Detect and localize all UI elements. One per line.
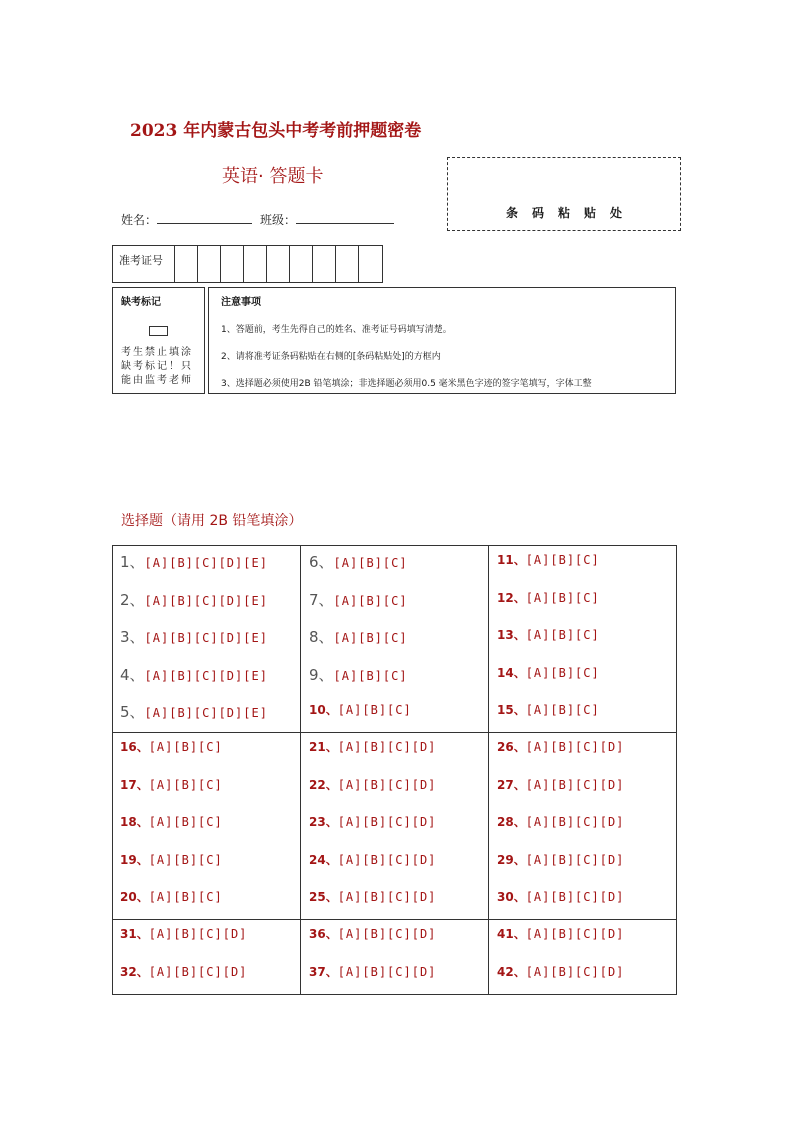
answer-options[interactable]: [A][B][C][D] [337, 815, 437, 829]
barcode-label: 条码粘贴处 [505, 206, 636, 220]
question-number: 29、 [497, 852, 526, 867]
answer-options[interactable]: [A][B][C][D] [148, 927, 248, 941]
answer-options[interactable]: [A][B][C][D] [337, 740, 437, 754]
question-number: 20、 [120, 890, 149, 904]
question-item[interactable] [497, 813, 624, 830]
question-number: 10、 [309, 703, 338, 717]
exam-id-cell[interactable] [175, 246, 198, 282]
question-number: 14、 [497, 665, 526, 680]
question-item[interactable] [309, 701, 412, 718]
question-item[interactable] [309, 888, 436, 905]
answer-options[interactable]: [A][B][C][D] [525, 777, 625, 792]
answer-options[interactable]: [A][B][C][D][E] [144, 556, 268, 570]
question-item[interactable] [497, 664, 600, 681]
question-item[interactable] [497, 963, 624, 980]
name-field[interactable] [121, 211, 252, 228]
question-item[interactable] [120, 851, 223, 868]
answer-options[interactable]: [A][B][C][D][E] [144, 593, 268, 608]
question-number: 31、 [120, 927, 149, 941]
class-label: 班级： [260, 213, 297, 227]
answer-options[interactable]: [A][B][C][D] [525, 852, 625, 867]
question-number: 24、 [309, 852, 338, 867]
question-number: 26、 [497, 740, 526, 754]
question-number: 32、 [120, 964, 149, 979]
question-item[interactable] [309, 551, 408, 572]
question-item[interactable] [309, 813, 436, 830]
answer-options[interactable]: [A][B][C] [525, 590, 600, 605]
answer-options[interactable]: [A][B][C] [525, 665, 600, 680]
answer-options[interactable]: [A][B][C][D] [525, 890, 625, 904]
exam-id-cell[interactable] [244, 246, 267, 282]
question-number: 2、 [120, 590, 145, 609]
absent-note: 考生禁止填涂缺考标记！只能由监考老师 [121, 347, 193, 386]
question-item[interactable] [309, 963, 436, 980]
sheet-title: 2023 年内蒙古包头中考考前押题密卷 [130, 121, 422, 141]
grid-divider [113, 732, 676, 733]
question-number: 9、 [309, 665, 334, 684]
question-number: 30、 [497, 890, 526, 904]
question-item[interactable] [120, 776, 223, 793]
absent-mark-box [112, 287, 205, 394]
answer-options[interactable]: [A][B][C][D] [337, 777, 437, 792]
answer-options[interactable]: [A][B][C][D] [525, 964, 625, 979]
exam-id-cell[interactable] [198, 246, 221, 282]
question-item[interactable] [309, 776, 436, 793]
exam-id-cell[interactable] [221, 246, 244, 282]
notice-box [208, 287, 676, 394]
grid-divider [113, 919, 676, 920]
question-number: 4、 [120, 665, 145, 684]
question-number: 13、 [497, 628, 526, 642]
exam-id-cell[interactable] [336, 246, 359, 282]
question-item[interactable] [309, 925, 436, 942]
question-item[interactable] [120, 701, 268, 722]
question-number: 16、 [120, 740, 149, 754]
question-item[interactable] [497, 851, 624, 868]
question-item[interactable] [497, 888, 624, 905]
question-item[interactable] [120, 738, 223, 755]
answer-options[interactable]: [A][B][C][D][E] [144, 631, 268, 645]
question-number: 18、 [120, 815, 149, 829]
answer-options[interactable]: [A][B][C] [525, 628, 600, 642]
absent-title: 缺考标记 [121, 297, 161, 308]
answer-options[interactable]: [A][B][C][D] [525, 927, 625, 941]
answer-options[interactable]: [A][B][C] [148, 777, 223, 792]
answer-options[interactable]: [A][B][C] [148, 852, 223, 867]
class-underline[interactable] [296, 211, 394, 224]
answer-options[interactable]: [A][B][C] [148, 815, 223, 829]
question-item[interactable] [497, 701, 600, 718]
question-number: 36、 [309, 927, 338, 941]
answer-options[interactable]: [A][B][C] [525, 703, 600, 717]
question-number: 25、 [309, 890, 338, 904]
exam-id-cell[interactable] [290, 246, 313, 282]
question-item[interactable] [497, 626, 600, 643]
question-item[interactable] [120, 551, 268, 572]
choice-grid [112, 545, 677, 995]
question-item[interactable] [497, 738, 624, 755]
question-number: 42、 [497, 964, 526, 979]
question-item[interactable] [120, 888, 223, 905]
question-number: 1、 [120, 553, 145, 571]
answer-options[interactable]: [A][B][C] [333, 631, 408, 645]
question-number: 28、 [497, 815, 526, 829]
answer-options[interactable]: [A][B][C][D][E] [144, 706, 268, 720]
question-item[interactable] [120, 664, 268, 685]
question-item[interactable] [120, 925, 247, 942]
grid-divider [488, 546, 489, 994]
subject-title: 英语· 答题卡 [222, 166, 324, 187]
absent-checkbox[interactable] [149, 326, 168, 336]
question-number: 17、 [120, 777, 149, 792]
question-number: 11、 [497, 553, 526, 567]
exam-id-cell[interactable] [359, 246, 382, 282]
exam-id-box [112, 245, 383, 283]
question-item[interactable] [309, 589, 408, 610]
answer-options[interactable]: [A][B][C][D] [525, 815, 625, 829]
name-underline[interactable] [157, 211, 252, 224]
answer-options[interactable]: [A][B][C][D] [337, 852, 437, 867]
exam-id-cell[interactable] [313, 246, 336, 282]
notice-item: 2、请将准考证条码粘贴在右侧的[条码粘贴处]的方框内 [221, 352, 441, 362]
answer-options[interactable]: [A][B][C] [148, 890, 223, 904]
question-item[interactable] [120, 589, 268, 610]
answer-options[interactable]: [A][B][C] [333, 668, 408, 683]
question-number: 37、 [309, 964, 338, 979]
question-number: 8、 [309, 628, 334, 646]
answer-options[interactable]: [A][B][C][D][E] [144, 668, 268, 683]
answer-options[interactable]: [A][B][C] [333, 593, 408, 608]
barcode-area [447, 157, 681, 231]
question-number: 19、 [120, 852, 149, 867]
exam-id-cell[interactable] [267, 246, 290, 282]
answer-options[interactable]: [A][B][C][D] [525, 740, 625, 754]
answer-options[interactable]: [A][B][C] [337, 703, 412, 717]
question-item[interactable] [497, 589, 600, 606]
question-number: 7、 [309, 590, 334, 609]
question-item[interactable] [497, 551, 600, 568]
question-number: 23、 [309, 815, 338, 829]
choice-section-title: 选择题（请用 2B 铅笔填涂） [121, 513, 303, 529]
answer-options[interactable]: [A][B][C][D] [148, 964, 248, 979]
answer-options[interactable]: [A][B][C][D] [337, 964, 437, 979]
question-item[interactable] [309, 851, 436, 868]
question-number: 21、 [309, 740, 338, 754]
answer-options[interactable]: [A][B][C] [148, 740, 223, 754]
answer-options[interactable]: [A][B][C] [525, 553, 600, 567]
question-number: 41、 [497, 927, 526, 941]
question-number: 27、 [497, 777, 526, 792]
notice-item: 1、答题前，考生先得自己的姓名、准考证号码填写清楚。 [221, 325, 452, 335]
class-field[interactable] [260, 211, 394, 228]
question-number: 6、 [309, 553, 334, 571]
notice-title: 注意事项 [221, 297, 261, 308]
answer-options[interactable]: [A][B][C][D] [337, 890, 437, 904]
answer-options[interactable]: [A][B][C][D] [337, 927, 437, 941]
question-number: 15、 [497, 703, 526, 717]
question-number: 5、 [120, 703, 145, 721]
exam-id-label: 准考证号 [113, 246, 175, 282]
grid-divider [300, 546, 301, 994]
question-item[interactable] [120, 813, 223, 830]
question-item[interactable] [497, 925, 624, 942]
question-item[interactable] [120, 626, 268, 647]
question-item[interactable] [309, 664, 408, 685]
question-number: 12、 [497, 590, 526, 605]
answer-options[interactable]: [A][B][C] [333, 556, 408, 570]
question-item[interactable] [309, 626, 408, 647]
question-number: 3、 [120, 628, 145, 646]
notice-item: 3、选择题必须使用2B 铅笔填涂；非选择题必须用0.5 毫米黑色字迹的签字笔填写，字体工整 [221, 379, 592, 389]
question-number: 22、 [309, 777, 338, 792]
question-item[interactable] [120, 963, 247, 980]
name-label: 姓名： [121, 213, 158, 227]
question-item[interactable] [497, 776, 624, 793]
question-item[interactable] [309, 738, 436, 755]
